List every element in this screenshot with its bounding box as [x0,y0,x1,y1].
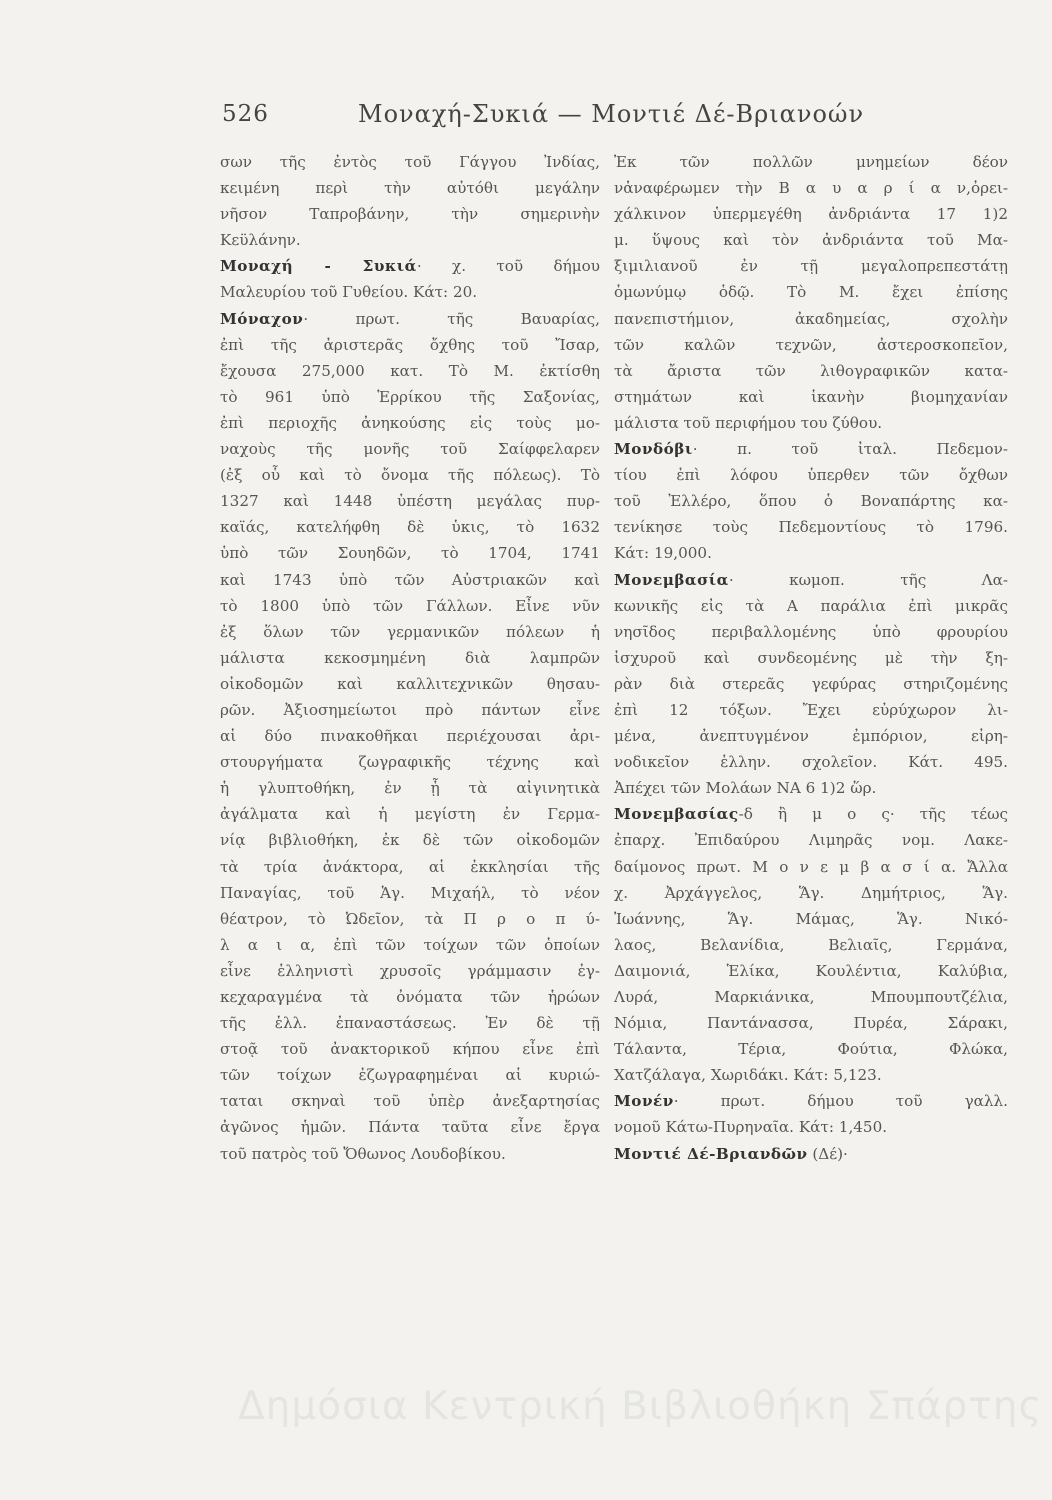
text-line [220,306,600,332]
line-text: χ. Ἀρχάγγελος, Ἅγ. Δημήτριος, Ἅγ. [614,883,1008,902]
line-text: αἱ δύο πινακοθῆκαι περιέχουσαι ἀρι- [220,727,600,746]
text-line [220,827,600,853]
text-line [614,306,1008,332]
line-text: εἶνε ἑλληνιστὶ χρυσοῖς γράμμασιν ἐγ- [220,961,600,980]
text-line [220,854,600,880]
line-text: · κωμοπ. τῆς Λα- [728,570,1008,589]
text-line [614,253,1008,279]
text-line [220,1062,600,1088]
text-line [614,1088,1008,1114]
text-line [614,958,1008,984]
text-line [220,488,600,514]
text-line [614,984,1008,1010]
line-text: Ἰωάννης, Ἅγ. Μάμας, Ἅγ. Νικό- [614,909,1008,928]
text-line [614,279,1008,305]
line-text: · χ. τοῦ δήμου [416,257,601,276]
text-line [614,801,1008,827]
text-line [614,1010,1008,1036]
entry-headword: Μόναχον [220,309,304,328]
line-text: τοῦ Ἐλλέρο, ὅπου ὁ Βοναπάρτης κα- [614,492,1008,511]
line-text: Ἀπέχει τῶν Μολάων ΝΑ 6 1)2 ὥρ. [614,779,877,798]
line-text: λ α ι α, ἐπὶ τῶν τοίχων τῶν ὁποίων [220,935,600,954]
text-line [220,279,600,305]
line-text: νοδικεῖον ἑλλην. σχολεῖον. Κάτ. 495. [614,753,1008,772]
text-line [614,514,1008,540]
line-text: τενίκησε τοὺς Πεδεμοντίους τὸ 1796. [614,518,1008,537]
text-line [614,671,1008,697]
line-text: ἀγάλματα καὶ ἡ μεγίστη ἐν Γερμα- [220,805,600,824]
text-line [220,253,600,279]
line-text: τίου ἐπὶ λόφου ὑπερθεν τῶν ὄχθων [614,466,1008,485]
text-line [614,906,1008,932]
line-text: ἐπὶ 12 τόξων. Ἔχει εὐρύχωρον λι- [614,700,1008,719]
left-column [220,149,600,1167]
line-text: ἰσχυροῦ καὶ συνδεομένης μὲ τὴν ξη- [614,648,1008,667]
line-text: πανεπιστήμιον, ἀκαδημείας, σχολὴν [614,309,1008,328]
text-line [220,619,600,645]
text-line [220,227,600,253]
text-line [614,932,1008,958]
text-line [614,1036,1008,1062]
line-text: Δαιμονιά, Ἑλίκα, Κουλέντια, Καλύβια, [614,961,1008,980]
line-text: τῶν τοίχων ἐζωγραφημέναι αἱ κυριώ- [220,1066,600,1085]
line-text: τοῦ πατρὸς τοῦ Ὄθωνος Λουδοβίκου. [220,1144,506,1163]
line-text: κεχαραγμένα τὰ ὀνόματα τῶν ἡρώων [220,988,600,1006]
line-text: Παναγίας, τοῦ Ἁγ. Μιχαήλ, τὸ νέον [220,883,600,902]
text-line [614,880,1008,906]
line-text: νῆσον Ταπροβάνην, τὴν σημερινὴν [220,205,600,224]
text-line [614,149,1008,175]
line-text: · πρωτ. δήμου τοῦ γαλλ. [673,1092,1008,1111]
line-text: καϊάς, κατελήφθη δὲ ὑκις, τὸ 1632 [220,518,600,537]
entry-headword: Μοντιέ Δέ-Βριανδῶν [614,1144,808,1163]
text-line [220,880,600,906]
line-text: τὸ 1800 ὑπὸ τῶν Γάλλων. Εἶνε νῦν [220,596,600,615]
line-text: στοᾷ τοῦ ἀνακτορικοῦ κήπου εἶνε ἐπὶ [220,1040,600,1059]
text-line [220,958,600,984]
line-text: νἀναφέρωμεν τὴν Β α υ α ρ ί α ν,ὀρει- [614,179,1008,198]
text-line [220,540,600,566]
line-text: (Δέ)· [807,1144,848,1163]
text-line [614,827,1008,853]
text-line [614,358,1008,384]
text-line [614,775,1008,801]
line-text: Νόμια, Παντάνασσα, Πυρέα, Σάρακι, [614,1014,1008,1033]
line-text: τὰ ἄριστα τῶν λιθογραφικῶν κατα- [614,361,1008,380]
line-text: ρῶν. Ἀξιοσημείωτοι πρὸ πάντων εἶνε [220,700,600,719]
line-text: ὑπὸ τῶν Σουηδῶν, τὸ 1704, 1741 [220,544,600,563]
line-text: ταται σκηναὶ τοῦ ὑπὲρ ἀνεξαρτησίας [220,1092,600,1111]
line-text: στουργήματα ζωγραφικῆς τέχνης καὶ [220,753,600,772]
entry-headword: Μοναχή - Συκιά [220,257,417,276]
text-line [220,201,600,227]
line-text: τὰ τρία ἀνάκτορα, αἱ ἐκκλησίαι τῆς [220,857,600,876]
text-line [614,723,1008,749]
line-text: Τάλαντα, Τέρια, Φούτια, Φλώκα, [614,1040,1008,1059]
line-text: Κάτ: 19,000. [614,544,712,563]
text-line [220,906,600,932]
line-text: ξιμιλιανοῦ ἐν τῇ μεγαλοπρεπεστάτῃ [614,257,1008,276]
text-line [220,1010,600,1036]
line-text: Ἐκ τῶν πολλῶν μνημείων δέον [614,153,1008,171]
text-line [220,358,600,384]
line-text: Μαλευρίου τοῦ Γυθείου. Κάτ: 20. [220,283,478,302]
text-line [220,410,600,436]
line-text: νησῖδος περιβαλλομένης ὑπὸ φρουρίου [614,622,1008,641]
text-line [220,384,600,410]
text-line [614,540,1008,566]
line-text: μένα, ἀνεπτυγμένον ἐμπόριον, εἰρη- [614,727,1008,746]
text-line [220,671,600,697]
line-text: μάλιστα τοῦ περιφήμου του ζύθου. [614,413,883,432]
line-text: ἀγῶνος ἡμῶν. Πάντα ταῦτα εἶνε ἔργα [220,1118,600,1137]
text-line [614,697,1008,723]
text-line [220,723,600,749]
line-text: ἔχουσα 275,000 κατ. Τὸ Μ. ἐκτίσθη [220,361,600,380]
text-line [614,436,1008,462]
text-line [220,1036,600,1062]
text-line [614,645,1008,671]
text-line [220,1088,600,1114]
entry-headword: Μονδόβι [614,440,693,459]
line-text: στημάτων καὶ ἱκανὴν βιομηχανίαν [614,387,1008,406]
text-line [614,410,1008,436]
text-line [220,697,600,723]
line-text: · πρωτ. τῆς Βαυαρίας, [303,309,600,328]
text-line [614,462,1008,488]
line-text: σων τῆς ἐντὸς τοῦ Γάγγου Ἰνδίας, [220,153,600,171]
line-text: Χατζάλαγα, Χωριδάκι. Κάτ: 5,123. [614,1066,882,1085]
right-column [614,149,1008,1167]
running-head: Μοναχή-Συκιά — Μοντιέ Δέ-Βριανοών [358,100,865,128]
line-text: (ἐξ οὗ καὶ τὸ ὄνομα τῆς πόλεως). Τὸ [220,466,600,485]
line-text: ἐπὶ τῆς ἀριστερᾶς ὄχθης τοῦ Ἴσαρ, [220,335,600,354]
line-text: -δ ἢ μ ο ς· τῆς τέως [738,805,1008,824]
line-text: Κεϋλάνην. [220,231,301,250]
text-line [220,462,600,488]
line-text: 1327 καὶ 1448 ὑπέστη μεγάλας πυρ- [220,492,600,511]
line-text: οἰκοδομῶν καὶ καλλιτεχνικῶν θησαυ- [220,674,600,693]
line-text: ναχοὺς τῆς μονῆς τοῦ Σαίφφελαρεν [220,440,600,459]
line-text: καὶ 1743 ὑπὸ τῶν Αὐστριακῶν καὶ [220,570,600,589]
line-text: Λυρά, Μαρκιάνικα, Μπουμπουτζέλια, [614,988,1008,1006]
text-line [614,1141,1008,1167]
line-text: ἐπὶ περιοχῆς ἀνηκούσης εἰς τοὺς μο- [220,413,600,432]
entry-headword: Μονέν [614,1092,674,1111]
text-line [614,384,1008,410]
text-line [614,749,1008,775]
text-line [220,645,600,671]
text-line [614,854,1008,880]
line-text: λαος, Βελανίδια, Βελιαῖς, Γερμάνα, [614,935,1008,954]
text-line [220,984,600,1010]
line-text: τῆς ἑλλ. ἐπαναστάσεως. Ἐν δὲ τῇ [220,1014,600,1033]
line-text: θέατρον, τὸ Ὠδεῖον, τὰ Π ρ ο π ύ- [220,909,600,928]
text-line [220,775,600,801]
text-line [614,175,1008,201]
line-text: νομοῦ Κάτω-Πυρηναῖα. Κάτ: 1,450. [614,1118,888,1137]
line-text: ἡ γλυπτοθήκη, ἐν ᾗ τὰ αἰγινητικὰ [220,779,600,798]
line-text: δαίμονος πρωτ. Μ ο ν ε μ β α σ ί α. Ἄλλα [614,857,1008,876]
line-text: κειμένη περὶ τὴν αὐτόθι μεγάλην [220,179,600,198]
line-text: νίᾳ βιβλιοθήκη, ἐκ δὲ τῶν οἰκοδομῶν [220,831,600,850]
text-line [614,332,1008,358]
entry-headword: Μονεμβασίας [614,805,739,824]
text-line [220,332,600,358]
line-text: ὁμωνύμῳ ὁδῷ. Τὸ Μ. ἔχει ἐπίσης [614,283,1008,302]
text-line [220,149,600,175]
page-number: 526 [222,101,269,127]
line-text: χάλκινον ὑπερμεγέθη ἀνδριάντα 17 1)2 [614,205,1008,224]
text-line [220,175,600,201]
line-text: ρὰν διὰ στερεᾶς γεφύρας στηριζομένης [614,674,1008,693]
text-line [614,201,1008,227]
text-line [614,593,1008,619]
text-line [220,593,600,619]
text-line [614,1062,1008,1088]
text-line [220,749,600,775]
line-text: ἐξ ὅλων τῶν γερμανικῶν πόλεων ἡ [220,622,600,641]
text-line [614,567,1008,593]
text-line [220,1141,600,1167]
text-line [614,227,1008,253]
text-line [614,1114,1008,1140]
text-line [220,801,600,827]
text-line [220,436,600,462]
line-text: τῶν καλῶν τεχνῶν, ἀστεροσκοπεῖον, [614,335,1008,354]
line-text: τὸ 961 ὑπὸ Ἑρρίκου τῆς Σαξονίας, [220,387,600,406]
text-line [220,1114,600,1140]
line-text: · π. τοῦ ἰταλ. Πεδεμον- [692,440,1008,459]
text-line [220,567,600,593]
line-text: ἐπαρχ. Ἐπιδαύρου Λιμηρᾶς νομ. Λακε- [614,831,1008,850]
entry-headword: Μονεμβασία [614,570,729,589]
text-line [220,514,600,540]
text-line [614,619,1008,645]
line-text: κωνικῆς εἰς τὰ Α παράλια ἐπὶ μικρᾶς [614,596,1008,615]
library-watermark: Δημόσια Κεντρική Βιβλιοθήκη Σπάρτης [238,1384,1043,1429]
text-line [220,932,600,958]
line-text: μ. ὕψους καὶ τὸν ἀνδριάντα τοῦ Μα- [614,231,1008,250]
line-text: μάλιστα κεκοσμημένη διὰ λαμπρῶν [220,648,600,667]
text-line [614,488,1008,514]
